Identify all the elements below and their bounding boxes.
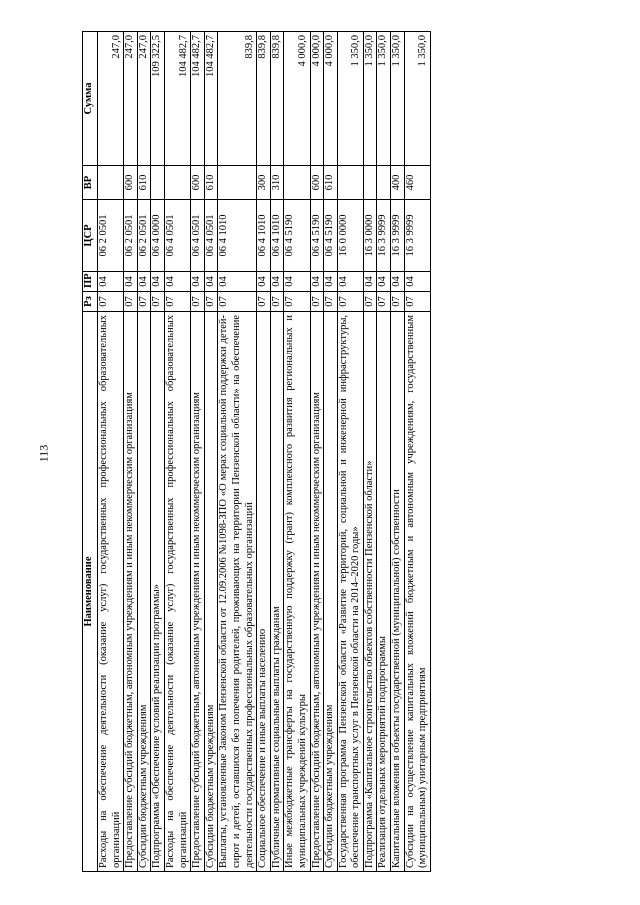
cell-csr: 06 4 5190	[310, 200, 324, 272]
cell-sum: 839,8	[257, 32, 271, 166]
cell-sum: 104 482,7	[191, 32, 205, 166]
cell-pr: 04	[218, 272, 257, 292]
cell-pr: 04	[310, 272, 324, 292]
cell-name: Подпрограмма «Капитальное строительство объектов собственности Пензенской области»	[363, 312, 377, 872]
cell-vr: 610	[137, 166, 151, 200]
table-row	[137, 32, 151, 872]
cell-csr: 06 4 5190	[284, 200, 310, 272]
cell-csr: 16 3 0000	[363, 200, 377, 272]
cell-csr: 16 3 9999	[377, 200, 391, 272]
cell-name: Субсидии бюджетным учреждениям	[204, 312, 218, 872]
cell-name: Предоставление субсидий бюджетным, автономным учреждениям и иным некоммерческим организациям	[191, 312, 205, 872]
table-row	[124, 32, 138, 872]
cell-vr: 310	[270, 166, 284, 200]
header-csr: ЦСР	[83, 200, 98, 272]
cell-sum: 247,0	[124, 32, 138, 166]
cell-rz: 07	[124, 292, 138, 312]
cell-rz: 07	[257, 292, 271, 312]
cell-pr: 04	[98, 272, 124, 292]
cell-rz: 07	[404, 292, 430, 312]
table-row	[204, 32, 218, 872]
table-row	[310, 32, 324, 872]
cell-rz: 07	[284, 292, 310, 312]
cell-vr: 600	[191, 166, 205, 200]
cell-pr: 04	[324, 272, 338, 292]
cell-sum: 4 000,0	[324, 32, 338, 166]
cell-pr: 04	[204, 272, 218, 292]
cell-rz: 07	[204, 292, 218, 312]
cell-vr	[218, 166, 257, 200]
cell-csr: 06 4 1010	[218, 200, 257, 272]
cell-rz: 07	[191, 292, 205, 312]
cell-vr: 600	[310, 166, 324, 200]
cell-sum: 104 482,7	[204, 32, 218, 166]
cell-sum: 247,0	[137, 32, 151, 166]
cell-pr: 04	[284, 272, 310, 292]
table-row	[284, 32, 310, 872]
cell-vr	[337, 166, 363, 200]
cell-name: Государственная программа Пензенской области «Развитие территорий, социальной и инженерной инфраструктуры, обеспечение транспортных услуг в Пензенской области на 2014–2020 годы»	[337, 312, 363, 872]
cell-rz: 07	[337, 292, 363, 312]
cell-csr: 06 4 0501	[191, 200, 205, 272]
cell-vr: 610	[204, 166, 218, 200]
cell-rz: 07	[137, 292, 151, 312]
table-row	[218, 32, 257, 872]
cell-sum: 1 350,0	[391, 32, 405, 166]
cell-name: Субсидии бюджетным учреждениям	[324, 312, 338, 872]
cell-csr: 06 2 0501	[98, 200, 124, 272]
cell-csr: 06 4 0501	[164, 200, 190, 272]
cell-pr: 04	[257, 272, 271, 292]
cell-rz: 07	[363, 292, 377, 312]
cell-rz: 07	[98, 292, 124, 312]
cell-sum: 104 482,7	[164, 32, 190, 166]
table-row	[404, 32, 430, 872]
cell-csr: 16 3 9999	[391, 200, 405, 272]
cell-rz: 07	[218, 292, 257, 312]
cell-vr: 460	[404, 166, 430, 200]
cell-pr: 04	[191, 272, 205, 292]
cell-name: Предоставление субсидий бюджетным, автономным учреждениям и иным некоммерческим организациям	[124, 312, 138, 872]
cell-rz: 07	[270, 292, 284, 312]
table-body	[98, 32, 431, 872]
cell-pr: 04	[391, 272, 405, 292]
cell-sum: 839,8	[218, 32, 257, 166]
cell-sum: 4 000,0	[310, 32, 324, 166]
header-rz: Рз	[83, 292, 98, 312]
cell-vr	[284, 166, 310, 200]
header-sum: Сумма	[83, 32, 98, 166]
page-number	[36, 438, 52, 468]
cell-vr: 610	[324, 166, 338, 200]
table-row	[270, 32, 284, 872]
cell-rz: 07	[164, 292, 190, 312]
cell-name: Субсидии бюджетным учреждениям	[137, 312, 151, 872]
cell-name: Капитальные вложения в объекты государственной (муниципальной) собственности	[391, 312, 405, 872]
cell-pr: 04	[337, 272, 363, 292]
cell-pr: 04	[363, 272, 377, 292]
header-vr: ВР	[83, 166, 98, 200]
cell-csr: 06 4 0000	[151, 200, 165, 272]
cell-name: Публичные нормативные социальные выплаты гражданам	[270, 312, 284, 872]
rotated-table-container	[82, 32, 565, 872]
cell-name: Иные межбюджетные трансферты на государственную поддержку (грант) комплексного развития региональных и муниципальных учреждений культуры	[284, 312, 310, 872]
cell-csr: 06 4 0501	[204, 200, 218, 272]
cell-name: Расходы на обеспечение деятельности (оказание услуг) государственных профессиональных образовательных организаций	[98, 312, 124, 872]
cell-sum: 1 350,0	[404, 32, 430, 166]
cell-name: Социальное обеспечение и иные выплаты населению	[257, 312, 271, 872]
cell-csr: 06 2 0501	[124, 200, 138, 272]
cell-vr: 600	[124, 166, 138, 200]
cell-name: Предоставление субсидий бюджетным, автономным учреждениям и иным некоммерческим организациям	[310, 312, 324, 872]
cell-vr	[164, 166, 190, 200]
cell-pr: 04	[270, 272, 284, 292]
cell-vr: 400	[391, 166, 405, 200]
cell-sum: 247,0	[98, 32, 124, 166]
cell-pr: 04	[377, 272, 391, 292]
cell-rz: 07	[310, 292, 324, 312]
header-name: Наименование	[83, 312, 98, 872]
cell-vr	[377, 166, 391, 200]
cell-pr: 04	[164, 272, 190, 292]
table-row	[363, 32, 377, 872]
cell-pr: 04	[151, 272, 165, 292]
table-row	[98, 32, 124, 872]
table-header-row	[83, 32, 98, 872]
cell-sum: 1 350,0	[337, 32, 363, 166]
cell-csr: 06 4 1010	[257, 200, 271, 272]
cell-vr	[151, 166, 165, 200]
table-row	[191, 32, 205, 872]
cell-name: Расходы на обеспечение деятельности (оказание услуг) государственных профессиональных образовательных организаций	[164, 312, 190, 872]
cell-sum: 4 000,0	[284, 32, 310, 166]
table-row	[391, 32, 405, 872]
cell-vr: 300	[257, 166, 271, 200]
cell-name: Подпрограмма «Обеспечение условий реализации программы»	[151, 312, 165, 872]
cell-rz: 07	[324, 292, 338, 312]
cell-rz: 07	[391, 292, 405, 312]
cell-sum: 109 322,5	[151, 32, 165, 166]
cell-sum: 1 350,0	[363, 32, 377, 166]
cell-csr: 16 3 9999	[404, 200, 430, 272]
table-row	[377, 32, 391, 872]
cell-csr: 06 4 1010	[270, 200, 284, 272]
cell-pr: 04	[404, 272, 430, 292]
page-number-text: 113	[36, 444, 51, 462]
cell-csr: 16 0 0000	[337, 200, 363, 272]
cell-name: Субсидии на осуществление капитальных вложений бюджетным и автономным учреждениям, государственным (муниципальным) унитарным предприятиям	[404, 312, 430, 872]
cell-pr: 04	[137, 272, 151, 292]
cell-sum: 839,8	[270, 32, 284, 166]
table-row	[324, 32, 338, 872]
budget-table	[82, 31, 431, 872]
cell-vr	[363, 166, 377, 200]
table-row	[337, 32, 363, 872]
table-row	[151, 32, 165, 872]
cell-name: Реализация отдельных мероприятий подпрограммы	[377, 312, 391, 872]
table-row	[257, 32, 271, 872]
cell-csr: 06 4 5190	[324, 200, 338, 272]
cell-pr: 04	[124, 272, 138, 292]
header-pr: ПР	[83, 272, 98, 292]
cell-sum: 1 350,0	[377, 32, 391, 166]
cell-rz: 07	[377, 292, 391, 312]
cell-rz: 07	[151, 292, 165, 312]
table-row	[164, 32, 190, 872]
cell-csr: 06 2 0501	[137, 200, 151, 272]
cell-name: Выплаты, установленные Законом Пензенской области от 12.09.2006 №1098-ЗПО «О мерах социальной поддержки детей-сирот и детей, оставшихся без попечения родителей, проживающих на территории Пензенской области» на обеспечение деятельности государственных профессиональных образовательных организаций	[218, 312, 257, 872]
cell-vr	[98, 166, 124, 200]
